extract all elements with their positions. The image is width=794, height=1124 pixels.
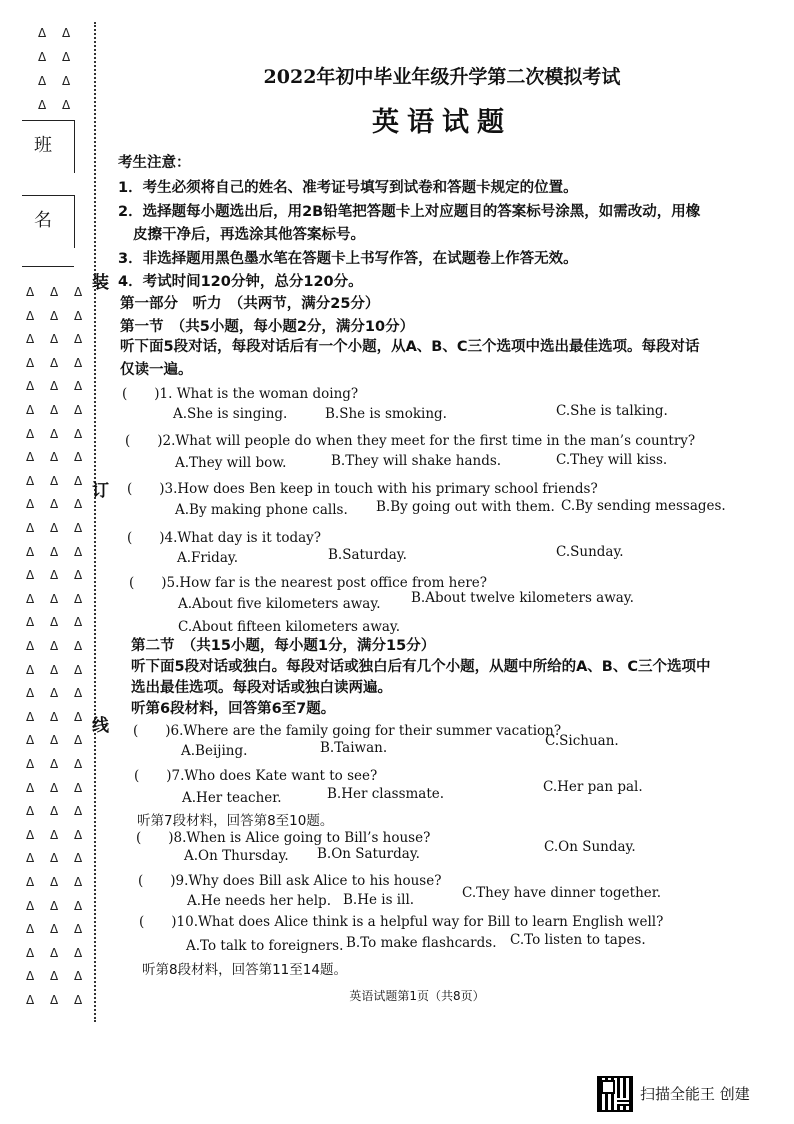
qr-code-icon [597, 1076, 633, 1112]
exam-title: 2022年初中毕业年级升学第二次模拟考试 [263, 66, 621, 88]
triangle-marks: Δ Δ Δ [26, 945, 89, 960]
triangle-marks: Δ Δ Δ [26, 804, 89, 819]
option-c: C.Her pan pal. [543, 779, 643, 795]
section2-instructions: 听下面5段对话或独白。每段对话或独白后有几个小题，从题中所给的A、B、C三个选项中 [131, 659, 711, 675]
triangle-marks: Δ Δ Δ [26, 379, 89, 394]
option-b: B.They will shake hands. [331, 453, 502, 469]
material-7-heading: 听第7段材料，回答第8至10题。 [137, 813, 334, 829]
triangle-marks: Δ Δ Δ [26, 568, 89, 583]
option-b: B.By going out with them. [376, 499, 555, 515]
option-c: C.Sunday. [556, 544, 624, 560]
option-c: C.By sending messages. [561, 498, 726, 514]
option-c: C.On Sunday. [544, 839, 636, 855]
question-stem: ( )7.Who does Kate want to see? [134, 768, 378, 784]
question-stem: ( )2.What will people do when they meet for the first time in the man’s country? [125, 433, 696, 449]
question-stem: ( )8.When is Alice going to Bill’s house? [136, 830, 431, 846]
triangle-marks: Δ Δ Δ [26, 473, 89, 488]
name-field [22, 195, 75, 248]
triangle-marks: Δ Δ Δ [26, 827, 89, 842]
material-8-heading: 听第8段材料，回答第11至14题。 [142, 962, 347, 978]
bind-char-zhuang: 装 [92, 273, 109, 293]
option-b: B.Taiwan. [320, 740, 388, 756]
notice-item: 4．考试时间120分钟，总分120分。 [118, 274, 363, 290]
subject-title: 英语试题 [372, 107, 512, 138]
material-6-heading: 听第6段材料，回答第6至7题。 [131, 701, 336, 717]
option-b: B.He is ill. [343, 892, 415, 908]
triangle-marks: Δ Δ [38, 98, 77, 112]
triangle-marks: Δ Δ Δ [26, 355, 89, 370]
triangle-marks: Δ Δ Δ [26, 426, 89, 441]
scanner-watermark: 扫描全能王 创建 [640, 1085, 750, 1103]
name-underline [22, 266, 74, 267]
option-b: B.Saturday. [328, 547, 407, 563]
triangle-marks: Δ Δ Δ [26, 308, 89, 323]
triangle-marks: Δ Δ Δ [26, 497, 89, 512]
triangle-marks: Δ Δ Δ [26, 591, 89, 606]
triangle-marks: Δ Δ Δ [26, 639, 89, 653]
triangle-marks: Δ Δ Δ [26, 851, 89, 866]
notice-heading: 考生注意： [118, 155, 191, 171]
option-b: B.To make flashcards. [346, 935, 497, 951]
triangle-marks: Δ Δ Δ [26, 521, 89, 535]
option-a: A.They will bow. [175, 455, 287, 471]
option-a: A.She is singing. [173, 406, 288, 422]
option-c: C.To listen to tapes. [510, 932, 646, 948]
option-a: A.On Thursday. [184, 848, 289, 864]
triangle-marks: Δ Δ Δ [26, 403, 89, 417]
question-stem: ( )3.How does Ben keep in touch with his primary school friends? [127, 481, 598, 497]
triangle-marks: Δ Δ Δ [26, 615, 89, 630]
triangle-marks: Δ Δ Δ [26, 922, 89, 937]
option-c: C.They have dinner together. [462, 885, 662, 901]
option-c: C.About fifteen kilometers away. [178, 619, 401, 635]
notice-item: 2．选择题每小题选出后，用2B铅笔把答题卡上对应题目的答案标号涂黑，如需改动，用橡 [118, 204, 701, 220]
part1-title: 第一部分 听力 （共两节，满分25分） [120, 296, 380, 312]
option-a: A.He needs her help. [187, 893, 331, 909]
class-label: 班 [34, 135, 52, 156]
triangle-marks: Δ Δ Δ [26, 709, 89, 724]
notice-item: 皮擦干净后，再选涂其他答案标号。 [133, 227, 365, 243]
option-a: A.To talk to foreigners. [186, 938, 344, 954]
section1-instructions: 仅读一遍。 [120, 362, 193, 378]
notice-item: 3．非选择题用黑色墨水笔在答题卡上书写作答，在试题卷上作答无效。 [118, 251, 578, 267]
option-b: B.About twelve kilometers away. [411, 590, 634, 606]
notice-item: 1．考生必须将自己的姓名、准考证号填写到试卷和答题卡规定的位置。 [118, 180, 578, 196]
binding-margin [0, 0, 100, 1040]
triangle-marks: Δ Δ Δ [26, 662, 89, 677]
option-a: A.Beijing. [181, 743, 248, 759]
name-label: 名 [34, 210, 52, 231]
triangle-marks: Δ Δ Δ [26, 780, 89, 795]
section1-title: 第一节 （共5小题，每小题2分，满分10分） [120, 319, 415, 335]
triangle-marks: Δ Δ Δ [26, 898, 89, 913]
triangle-marks: Δ Δ [38, 50, 77, 64]
triangle-marks: Δ Δ Δ [26, 969, 89, 984]
option-b: B.Her classmate. [327, 786, 445, 802]
bind-char-ding: 订 [92, 481, 109, 501]
triangle-marks: Δ Δ [38, 74, 77, 88]
triangle-marks: Δ Δ Δ [26, 285, 89, 299]
triangle-marks: Δ Δ Δ [26, 733, 89, 748]
question-stem: ( )5.How far is the nearest post office from here? [129, 575, 488, 591]
question-stem: ( )1. What is the woman doing? [122, 386, 359, 402]
option-a: A.About five kilometers away. [178, 596, 381, 612]
triangle-marks: Δ Δ Δ [26, 450, 89, 465]
section2-title: 第二节 （共15小题，每小题1分，满分15分） [131, 638, 436, 654]
option-b: B.On Saturday. [317, 846, 420, 862]
triangle-marks: Δ Δ Δ [26, 757, 89, 771]
option-c: C.She is talking. [556, 403, 668, 419]
section1-instructions: 听下面5段对话，每段对话后有一个小题，从A、B、C三个选项中选出最佳选项。每段对话 [120, 339, 700, 355]
option-b: B.She is smoking. [325, 406, 447, 422]
triangle-marks: Δ Δ Δ [26, 544, 89, 559]
question-stem: ( )9.Why does Bill ask Alice to his house? [138, 873, 442, 889]
option-c: C.They will kiss. [556, 452, 668, 468]
triangle-marks: Δ Δ Δ [26, 875, 89, 889]
option-a: A.Her teacher. [182, 790, 282, 806]
option-a: A.Friday. [177, 550, 238, 566]
question-stem: ( )10.What does Alice think is a helpful way for Bill to learn English well? [139, 914, 664, 930]
triangle-marks: Δ Δ [38, 26, 77, 40]
option-a: A.By making phone calls. [175, 502, 348, 518]
binding-dotted-line [94, 22, 96, 1022]
bind-char-xian: 线 [92, 716, 109, 736]
option-c: C.Sichuan. [545, 733, 619, 749]
question-stem: ( )4.What day is it today? [127, 530, 322, 546]
triangle-marks: Δ Δ Δ [26, 686, 89, 701]
triangle-marks: Δ Δ Δ [26, 332, 89, 347]
page-footer: 英语试题第1页（共8页） [349, 989, 485, 1003]
triangle-marks: Δ Δ Δ [26, 993, 89, 1007]
section2-instructions: 选出最佳选项。每段对话或独白读两遍。 [131, 680, 392, 696]
question-stem: ( )6.Where are the family going for their summer vacation? [133, 723, 562, 739]
